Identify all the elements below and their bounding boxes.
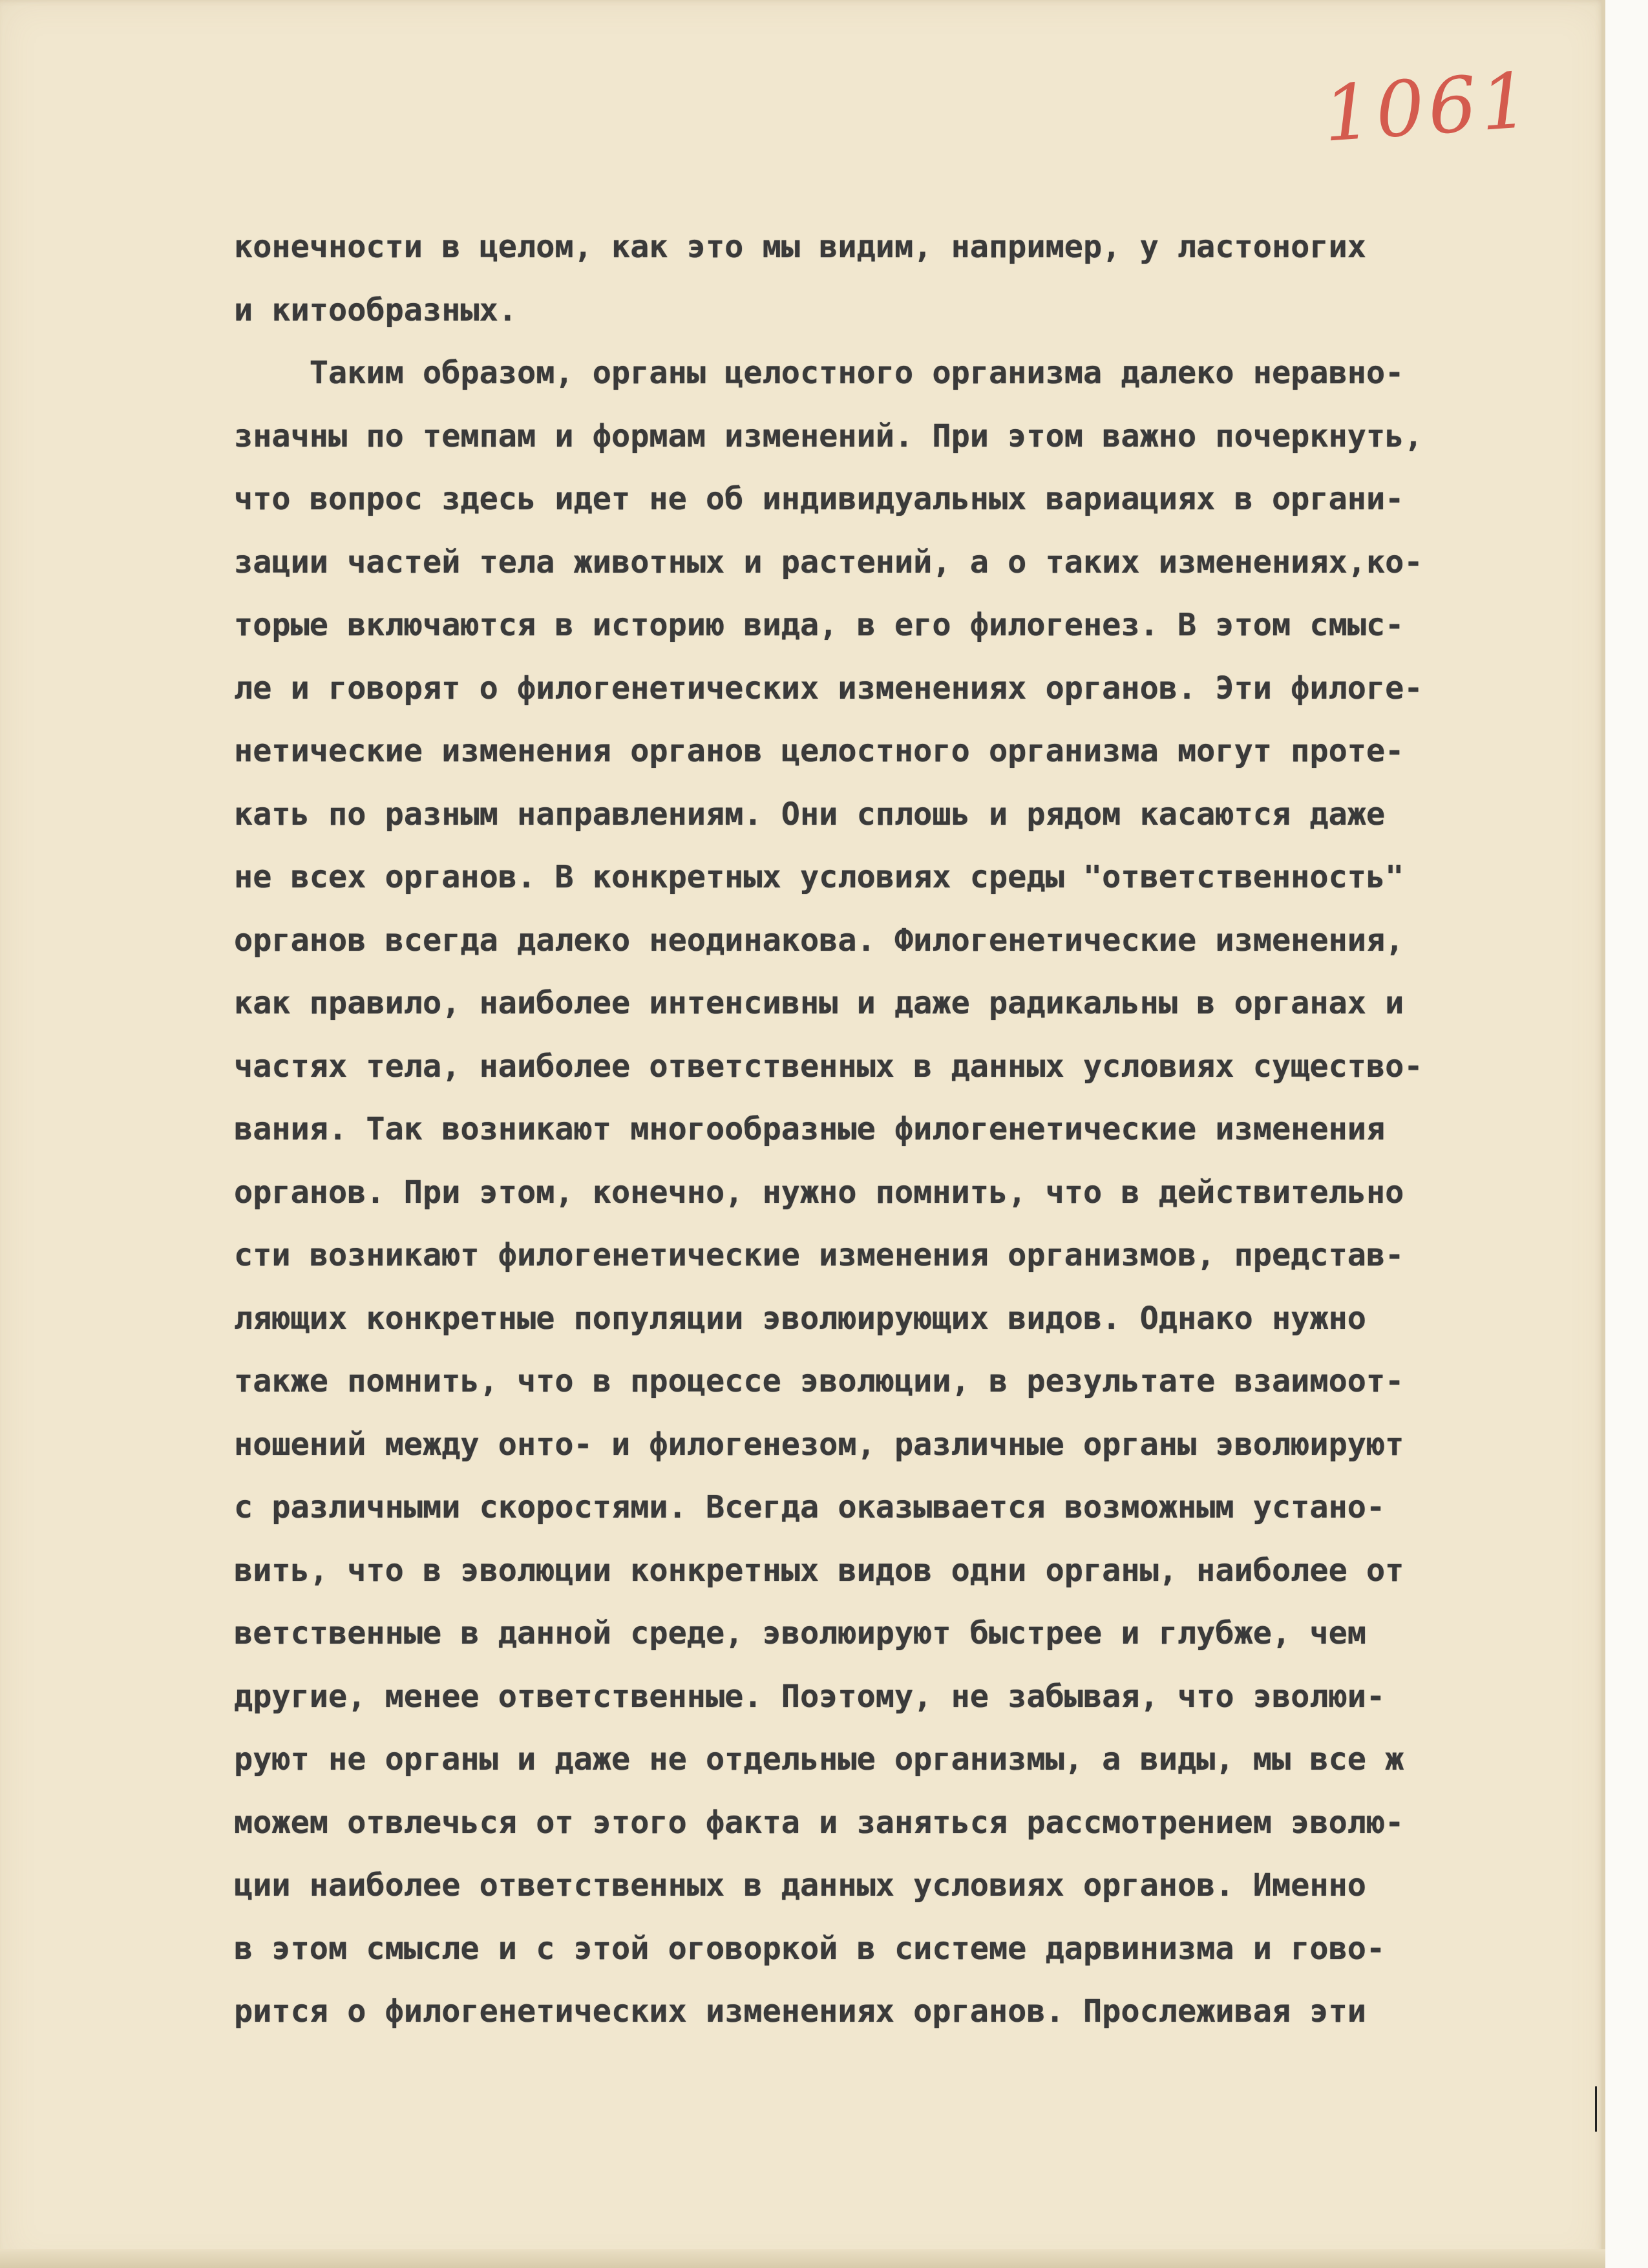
text-line: также помнить, что в процессе эволюции, в результате взаимоот-	[234, 1363, 1404, 1399]
text-line: нетические изменения органов целостного организма могут проте-	[234, 733, 1404, 769]
text-line: сти возникают филогенетические изменения организмов, представ-	[234, 1237, 1404, 1273]
text-line: кать по разным направлениям. Они сплошь и рядом касаются даже	[234, 796, 1386, 832]
text-line: зации частей тела животных и растений, а о таких изменениях,ко-	[234, 544, 1423, 580]
text-line: конечности в целом, как это мы видим, например, у ластоногих	[234, 229, 1366, 265]
text-line: ношений между онто- и филогенезом, различные органы эволюируют	[234, 1426, 1404, 1463]
folio-number: 1061	[1320, 55, 1536, 159]
typewritten-body	[234, 216, 1598, 2044]
text-line: другие, менее ответственные. Поэтому, не забывая, что эволюи-	[234, 1678, 1386, 1715]
text-line: что вопрос здесь идет не об индивидуальных вариациях в органи-	[234, 481, 1404, 517]
text-line: и китообразных.	[234, 291, 517, 328]
text-line: с различными скоростями. Всегда оказывается возможным устано-	[234, 1489, 1386, 1525]
text-line: ле и говорят о филогенетических изменениях органов. Эти филоге-	[234, 670, 1423, 706]
text-line: вания. Так возникают многообразные филогенетические изменения	[234, 1111, 1386, 1147]
text-line: Таким образом, органы целостного организма далеко неравно-	[234, 355, 1404, 391]
scan-background	[1605, 0, 1648, 2268]
text-line: можем отвлечься от этого факта и заняться рассмотрением эволю-	[234, 1804, 1404, 1841]
text-line: органов всегда далеко неодинакова. Филогенетические изменения,	[234, 922, 1404, 959]
text-line: ветственные в данной среде, эволюируют быстрее и глубже, чем	[234, 1615, 1366, 1651]
text-line: рится о филогенетических изменениях органов. Прослеживая эти	[234, 1993, 1366, 2030]
text-line: вить, что в эволюции конкретных видов одни органы, наиболее от	[234, 1552, 1404, 1589]
text-line: как правило, наиболее интенсивны и даже радикальны в органах и	[234, 985, 1404, 1021]
text-line: не всех органов. В конкретных условиях среды "ответственность"	[234, 859, 1404, 895]
text-line: значны по темпам и формам изменений. При этом важно почеркнуть,	[234, 418, 1423, 454]
text-line: руют не органы и даже не отдельные организмы, а виды, мы все ж	[234, 1741, 1404, 1777]
text-line: частях тела, наиболее ответственных в данных условиях существо-	[234, 1048, 1423, 1085]
text-line: ции наиболее ответственных в данных условиях органов. Именно	[234, 1867, 1366, 1903]
margin-pencil-mark	[1595, 2086, 1597, 2132]
text-line: в этом смысле и с этой оговоркой в системе дарвинизма и гово-	[234, 1930, 1386, 1967]
text-line: ляющих конкретные популяции эволюирующих видов. Однако нужно	[234, 1300, 1366, 1337]
text-line: органов. При этом, конечно, нужно помнить, что в действительно	[234, 1174, 1404, 1211]
text-line: торые включаются в историю вида, в его филогенез. В этом смыс-	[234, 607, 1404, 643]
page-bottom-edge	[0, 2249, 1605, 2268]
